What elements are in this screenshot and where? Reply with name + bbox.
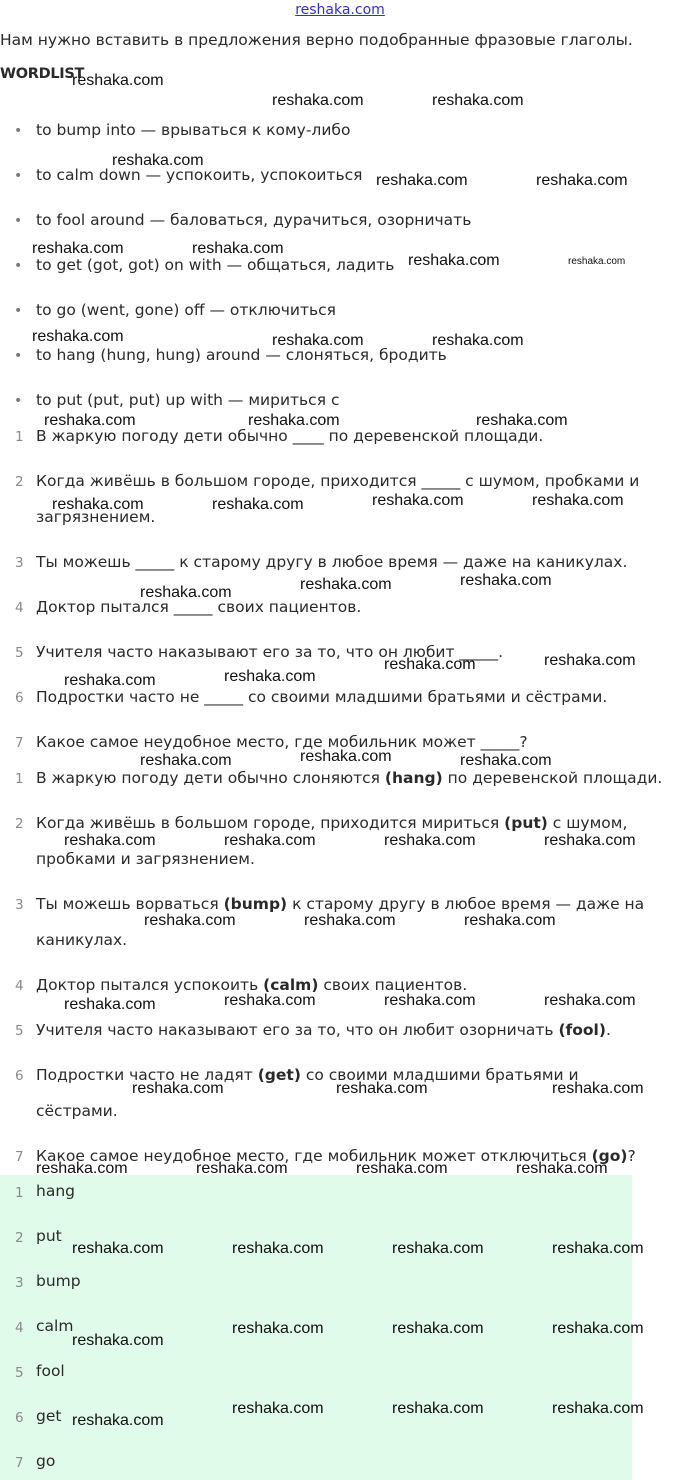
watermark: reshaka.com bbox=[432, 92, 524, 109]
watermark: reshaka.com bbox=[36, 1160, 128, 1177]
wordlist-item: to get (got, got) on with — общаться, ладить bbox=[36, 256, 395, 274]
watermark: reshaka.com bbox=[32, 240, 124, 257]
watermark: reshaka.com bbox=[552, 1400, 644, 1417]
question-text: Когда живёшь в большом городе, приходится _____ с шумом, пробками и загрязнением. bbox=[36, 472, 640, 526]
bullet-icon: • bbox=[14, 258, 23, 274]
key-word: calm bbox=[36, 1317, 74, 1335]
watermark: reshaka.com bbox=[272, 332, 364, 349]
answer-verb: (fool) bbox=[558, 1021, 606, 1039]
watermark: reshaka.com bbox=[304, 912, 396, 929]
answer-number: 6 bbox=[15, 1068, 24, 1084]
answer-verb: (calm) bbox=[263, 976, 319, 994]
watermark: reshaka.com bbox=[460, 752, 552, 769]
key-number: 3 bbox=[15, 1275, 24, 1291]
watermark: reshaka.com bbox=[140, 752, 232, 769]
answer-before: Подростки часто не ладят bbox=[36, 1066, 258, 1084]
answer-verb: (hang) bbox=[384, 769, 443, 787]
key-word: put bbox=[36, 1227, 62, 1245]
watermark: reshaka.com bbox=[32, 328, 124, 345]
watermark: reshaka.com bbox=[552, 1240, 644, 1257]
watermark: reshaka.com bbox=[224, 832, 316, 849]
answer-number: 5 bbox=[15, 1023, 24, 1039]
question-number: 4 bbox=[15, 600, 24, 616]
question-text: Какое самое неудобное место, где мобильник может _____? bbox=[36, 733, 528, 751]
watermark: reshaka.com bbox=[192, 240, 284, 257]
wordlist-item: to hang (hung, hung) around — слоняться, бродить bbox=[36, 346, 447, 364]
answer-before: Когда живёшь в большом городе, приходится мириться bbox=[36, 814, 505, 832]
watermark: reshaka.com bbox=[372, 492, 464, 509]
answer-before: В жаркую погоду дети обычно слоняются bbox=[36, 769, 385, 787]
watermark: reshaka.com bbox=[432, 332, 524, 349]
answer-after: со своими младшими братьями и сёстрами. bbox=[36, 1066, 579, 1120]
question-number: 6 bbox=[15, 690, 24, 706]
wordlist-item: to calm down — успокоить, успокоиться bbox=[36, 166, 363, 184]
watermark: reshaka.com bbox=[64, 832, 156, 849]
question-text: Учителя часто наказывают его за то, что он любит _____. bbox=[36, 643, 504, 661]
answer-before: Учителя часто наказывают его за то, что он любит озорничать bbox=[36, 1021, 559, 1039]
watermark: reshaka.com bbox=[224, 992, 316, 1009]
watermark: reshaka.com bbox=[140, 584, 232, 601]
answer-verb: (put) bbox=[504, 814, 548, 832]
watermark: reshaka.com bbox=[336, 1080, 428, 1097]
answer-text bbox=[36, 1057, 616, 1129]
wordlist-item: to go (went, gone) off — отключиться bbox=[36, 301, 336, 319]
answer-after: ? bbox=[627, 1147, 636, 1165]
question-number: 7 bbox=[15, 735, 24, 751]
watermark: reshaka.com bbox=[476, 412, 568, 429]
wordlist-item: to fool around — баловаться, дурачиться, озорничать bbox=[36, 211, 472, 229]
bullet-icon: • bbox=[14, 168, 23, 184]
bullet-icon: • bbox=[14, 213, 23, 229]
watermark: reshaka.com bbox=[44, 412, 136, 429]
answer-number: 7 bbox=[15, 1149, 24, 1165]
answer-verb: (bump) bbox=[223, 895, 288, 913]
watermark: reshaka.com bbox=[300, 748, 392, 765]
watermark: reshaka.com bbox=[384, 656, 476, 673]
watermark: reshaka.com bbox=[72, 1412, 164, 1429]
watermark: reshaka.com bbox=[464, 912, 556, 929]
watermark: reshaka.com bbox=[132, 1080, 224, 1097]
watermark: reshaka.com bbox=[568, 256, 626, 267]
answer-before: Какое самое неудобное место, где мобильник может отключиться bbox=[36, 1147, 592, 1165]
question-text: Ты можешь _____ к старому другу в любое время — даже на каникулах. bbox=[36, 553, 628, 571]
key-number: 6 bbox=[15, 1410, 24, 1426]
watermark: reshaka.com bbox=[384, 992, 476, 1009]
watermark: reshaka.com bbox=[212, 496, 304, 513]
watermark: reshaka.com bbox=[72, 1332, 164, 1349]
answer-number: 2 bbox=[15, 816, 24, 832]
watermark: reshaka.com bbox=[516, 1160, 608, 1177]
question-number: 5 bbox=[15, 645, 24, 661]
key-number: 7 bbox=[15, 1455, 24, 1471]
wordlist-item: to put (put, put) up with — мириться с bbox=[36, 391, 340, 409]
answer-verb: (get) bbox=[257, 1066, 301, 1084]
key-word: bump bbox=[36, 1272, 81, 1290]
answer-verb: (go) bbox=[591, 1147, 628, 1165]
watermark: reshaka.com bbox=[272, 92, 364, 109]
watermark: reshaka.com bbox=[144, 912, 236, 929]
question-text: Доктор пытался _____ своих пациентов. bbox=[36, 598, 362, 616]
answer-number: 1 bbox=[15, 771, 24, 787]
question-number: 3 bbox=[15, 555, 24, 571]
watermark: reshaka.com bbox=[552, 1320, 644, 1337]
wordlist-title: WORDLIST bbox=[0, 66, 85, 82]
watermark: reshaka.com bbox=[72, 72, 164, 89]
key-word: hang bbox=[36, 1182, 75, 1200]
watermark: reshaka.com bbox=[376, 172, 468, 189]
answer-before: Доктор пытался успокоить bbox=[36, 976, 264, 994]
answer-after: к старому другу в любое время — даже на каникулах. bbox=[36, 895, 645, 949]
watermark: reshaka.com bbox=[232, 1240, 324, 1257]
bullet-icon: • bbox=[14, 393, 23, 409]
watermark: reshaka.com bbox=[52, 496, 144, 513]
watermark: reshaka.com bbox=[392, 1400, 484, 1417]
key-word: go bbox=[36, 1452, 56, 1470]
watermark: reshaka.com bbox=[232, 1400, 324, 1417]
watermark: reshaka.com bbox=[232, 1320, 324, 1337]
watermark: reshaka.com bbox=[300, 576, 392, 593]
answer-after: . bbox=[605, 1021, 611, 1039]
key-number: 2 bbox=[15, 1230, 24, 1246]
site-header-link[interactable]: reshaka.com bbox=[295, 2, 385, 18]
watermark: reshaka.com bbox=[224, 668, 316, 685]
watermark: reshaka.com bbox=[64, 996, 156, 1013]
watermark: reshaka.com bbox=[552, 1080, 644, 1097]
watermark: reshaka.com bbox=[112, 152, 204, 169]
answer-after: по деревенской площади. bbox=[442, 769, 663, 787]
watermark: reshaka.com bbox=[356, 1160, 448, 1177]
answer-text bbox=[36, 1012, 676, 1048]
watermark: reshaka.com bbox=[408, 252, 500, 269]
watermark: reshaka.com bbox=[544, 992, 636, 1009]
watermark: reshaka.com bbox=[544, 652, 636, 669]
watermark: reshaka.com bbox=[248, 412, 340, 429]
key-number: 5 bbox=[15, 1365, 24, 1381]
question-number: 2 bbox=[15, 474, 24, 490]
bullet-icon: • bbox=[14, 123, 23, 139]
bullet-icon: • bbox=[14, 303, 23, 319]
watermark: reshaka.com bbox=[536, 172, 628, 189]
answer-after: своих пациентов. bbox=[318, 976, 468, 994]
watermark: reshaka.com bbox=[392, 1240, 484, 1257]
bullet-icon: • bbox=[14, 348, 23, 364]
watermark: reshaka.com bbox=[64, 672, 156, 689]
intro-text: Нам нужно вставить в предложения верно подобранные фразовые глаголы. bbox=[0, 31, 633, 49]
key-word: fool bbox=[36, 1362, 65, 1380]
watermark: reshaka.com bbox=[544, 832, 636, 849]
watermark: reshaka.com bbox=[72, 1240, 164, 1257]
answer-after: с шумом, пробками и загрязнением. bbox=[36, 814, 628, 868]
question-text: В жаркую погоду дети обычно ____ по деревенской площади. bbox=[36, 427, 544, 445]
watermark: reshaka.com bbox=[392, 1320, 484, 1337]
answer-before: Ты можешь ворваться bbox=[36, 895, 224, 913]
watermark: reshaka.com bbox=[384, 832, 476, 849]
question-number: 1 bbox=[15, 429, 24, 445]
watermark: reshaka.com bbox=[532, 492, 624, 509]
answer-number: 4 bbox=[15, 978, 24, 994]
answer-number: 3 bbox=[15, 897, 24, 913]
question-text: Подростки часто не _____ со своими младшими братьями и сёстрами. bbox=[36, 688, 608, 706]
key-number: 1 bbox=[15, 1185, 24, 1201]
watermark: reshaka.com bbox=[460, 572, 552, 589]
key-number: 4 bbox=[15, 1320, 24, 1336]
wordlist-item: to bump into — врываться к кому-либо bbox=[36, 121, 351, 139]
key-word: get bbox=[36, 1407, 62, 1425]
watermark: reshaka.com bbox=[196, 1160, 288, 1177]
